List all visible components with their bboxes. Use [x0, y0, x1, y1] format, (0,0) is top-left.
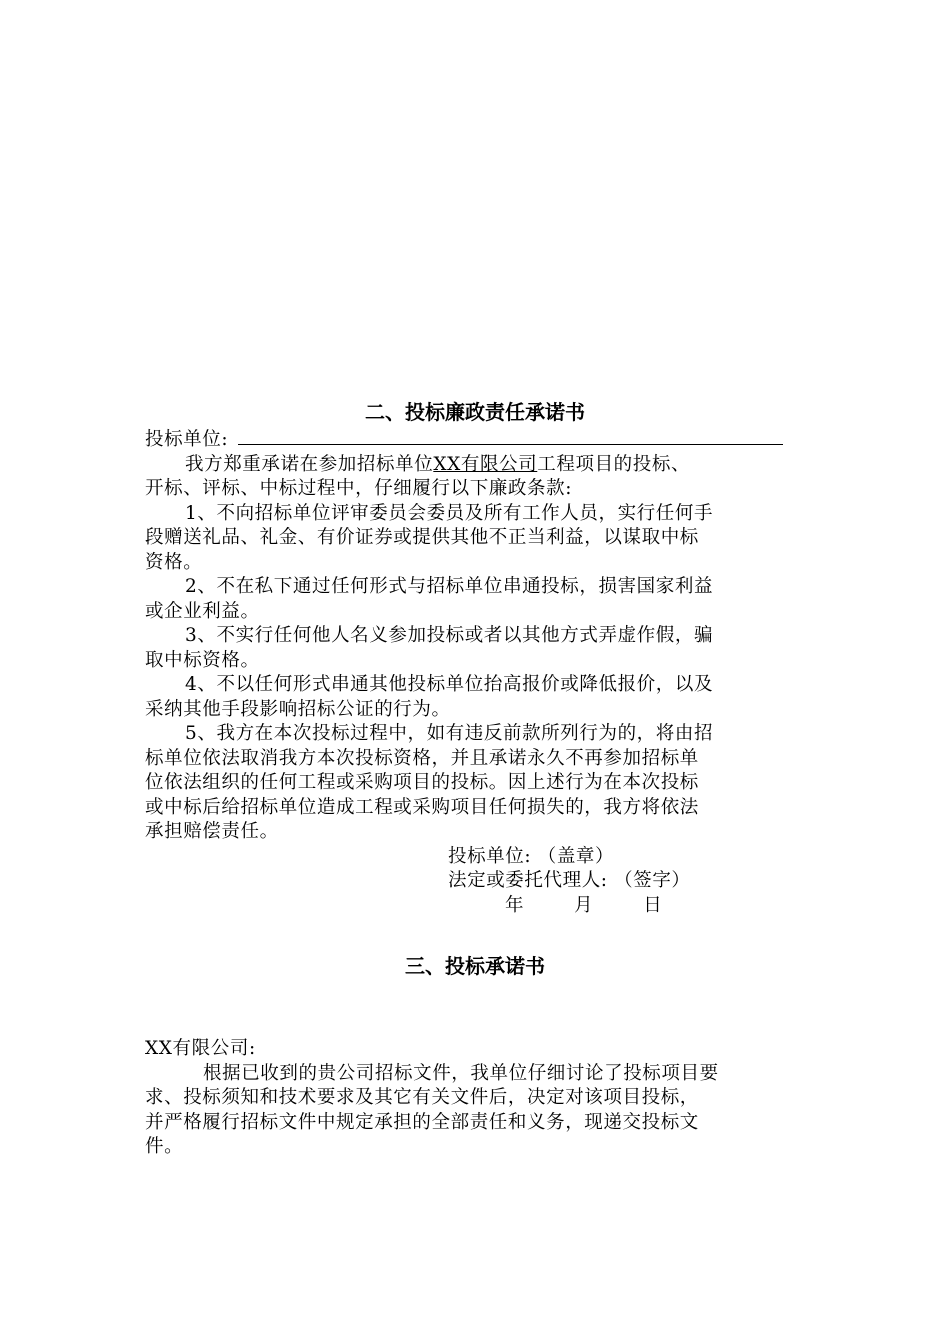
section3-title: 三、投标承诺书 — [405, 954, 545, 978]
bidder-field — [145, 426, 805, 453]
body-line-1: 根据已收到的贵公司招标文件，我单位仔细讨论了投标项目要 — [203, 1062, 719, 1084]
item-1-line-3: 资格。 — [145, 551, 203, 573]
item-5-line-4: 或中标后给招标单位造成工程或采购项目任何损失的，我方将依法 — [145, 796, 699, 818]
item-3-line-1: 3、不实行任何他人名义参加投标或者以其他方式弄虚作假，骗 — [185, 625, 714, 646]
item-4-line-1: 4、不以任何形式串通其他投标单位抬高报价或降低报价，以及 — [185, 674, 714, 695]
sign-unit: 投标单位: （盖章） — [448, 845, 615, 867]
section2-title: 二、投标廉政责任承诺书 — [365, 400, 585, 424]
intro-line-1 — [145, 453, 805, 478]
bidder-label: 投标单位: — [145, 429, 229, 450]
date-day: 日 — [643, 894, 663, 916]
document-page — [145, 398, 805, 1160]
item-1-line-1: 1、不向招标单位评审委员会委员及所有工作人员，实行任何手 — [185, 502, 714, 524]
item-5-line-5: 承担赔偿责任。 — [145, 821, 279, 842]
date-month: 月 — [574, 894, 594, 916]
salutation: XX有限公司: — [145, 1038, 256, 1059]
item-5-line-2: 标单位依法取消我方本次投标资格，并且承诺永久不再参加招标单 — [145, 747, 699, 769]
intro-line-2: 开标、评标、中标过程中，仔细履行以下廉政条款: — [145, 478, 573, 499]
company-name-underlined: XX有限公司 — [433, 453, 538, 475]
date-year: 年 — [505, 894, 525, 916]
sign-date — [145, 894, 805, 919]
sign-agent: 法定或委托代理人: （签字） — [448, 870, 691, 891]
item-2-line-1: 2、不在私下通过任何形式与招标单位串通投标，损害国家利益 — [185, 576, 714, 597]
intro-text-c: 工程项目的投标、 — [537, 453, 691, 475]
intro-text-a: 我方郑重承诺在参加招标单位 — [185, 453, 434, 475]
spacer — [145, 980, 805, 1037]
item-5-line-1: 5、我方在本次投标过程中，如有违反前款所列行为的，将由招 — [185, 723, 714, 744]
item-5-line-3: 位依法组织的任何工程或采购项目的投标。因上述行为在本次投标 — [145, 772, 699, 793]
body-line-2: 求、投标须知和技术要求及其它有关文件后，决定对该项目投标， — [145, 1087, 699, 1108]
item-4-line-2: 采纳其他手段影响招标公证的行为。 — [145, 698, 451, 720]
item-1-line-2: 段赠送礼品、礼金、有价证券或提供其他不正当利益，以谋取中标 — [145, 527, 699, 548]
body-line-3: 并严格履行招标文件中规定承担的全部责任和义务，现递交投标文 — [145, 1111, 699, 1133]
body-line-4: 件。 — [145, 1136, 184, 1157]
item-2-line-2: 或企业利益。 — [145, 600, 260, 622]
bidder-blank-line — [238, 426, 783, 445]
item-3-line-2: 取中标资格。 — [145, 649, 260, 671]
